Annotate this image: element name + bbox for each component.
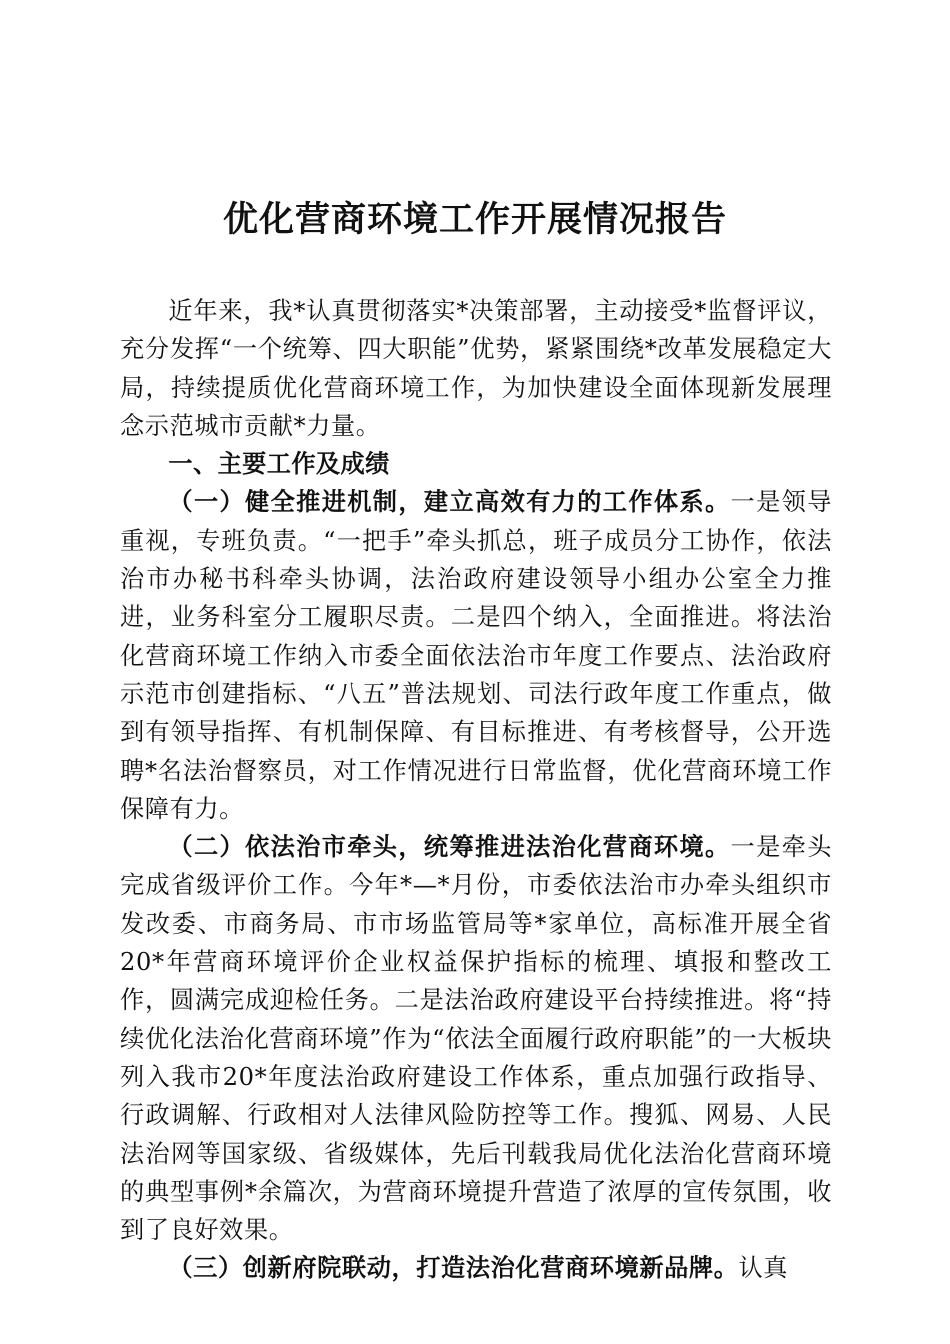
document-body [120,292,832,1288]
document-title: 优化营商环境工作开展情况报告 [222,199,727,240]
item-paragraph-1 [120,483,832,828]
intro-paragraph: 近年来，我*认真贯彻落实*决策部署，主动接受*监督评议，充分发挥“一个统筹、四大职能”优势，紧紧围绕*改革发展稳定大局，持续提质优化营商环境工作，为加快建设全面体现新发展理念示范城市贡献*力量。 [120,297,832,440]
section-heading-main-work: 一、主要工作及成绩 [168,450,390,479]
item-lead-2: （二）依法治市牵头，统筹推进法治化营商环境。 [168,832,731,862]
item-paragraph-3 [120,1249,832,1287]
item-text-1: 一是领导重视，专班负责。“一把手”牵头抓总，班子成员分工协作，依法治市办秘书科牵头协调，法治政府建设领导小组办公室全力推进，业务科室分工履职尽责。二是四个纳入，全面推进。将法治化营商环境工作纳入市委全面依法治市年度工作要点、法治政府示范市创建指标、“八五”普法规划、司法行政年度工作重点，做到有领导指挥、有机制保障、有目标推进、有考核督导，公开选聘*名法治督察员，对工作情况进行日常监督，优化营商环境工作保障有力。 [120,488,832,823]
item-text-3: 认真 [738,1254,789,1283]
item-text-2: 一是牵头完成省级评价工作。今年*—*月份，市委依法治市办牵头组织市发改委、市商务局、市市场监管局等*家单位，高标准开展全省20*年营商环境评价企业权益保护指标的梳理、填报和整改工作，圆满完成迎检任务。二是法治政府建设平台持续推进。将“持续优化法治化营商环境”作为“依法全面履行政府职能”的一大板块列入我市20*年度法治政府建设工作体系，重点加强行政指导、行政调解、行政相对人法律风险防控等工作。搜狐、网易、人民法治网等国家级、省级媒体，先后刊载我局优化法治化营商环境的典型事例*余篇次，为营商环境提升营造了浓厚的宣传氛围，收到了良好效果。 [120,833,832,1245]
item-lead-3: （三）创新府院联动，打造法治化营商环境新品牌。 [168,1253,739,1283]
item-lead-1: （一）健全推进机制，建立高效有力的工作体系。 [168,487,731,517]
item-paragraph-2 [120,828,832,1249]
